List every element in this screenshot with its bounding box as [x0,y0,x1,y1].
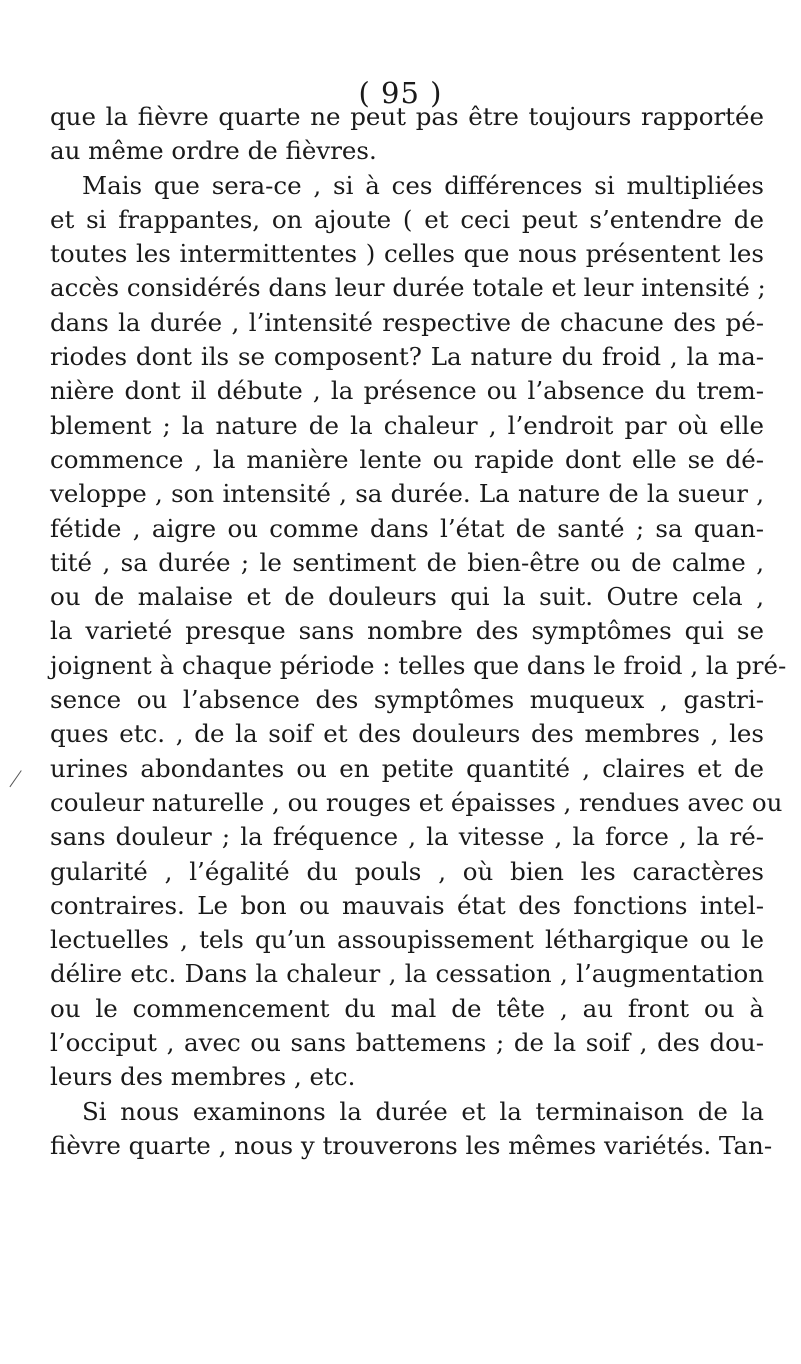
text-line: tité , sa durée ; le sentiment de bien-être ou de calme , [50,547,764,577]
text-line: au même ordre de fièvres. [50,136,377,166]
text-line: délire etc. Dans la chaleur , la cessation , l’augmentation [50,959,764,989]
text-line: fièvre quarte , nous y trouverons les mêmes variétés. Tan- [50,1130,773,1160]
text-line: que la fièvre quarte ne peut pas être toujours rapportée [50,102,764,131]
text-line: sans douleur ; la fréquence , la vitesse , la force , la ré- [50,822,764,852]
text-line: gularité , l’égalité du pouls , où bien les caractères [50,856,764,886]
text-line: riodes dont ils se composent? La nature du froid , la ma- [50,342,764,372]
text-line: accès considérés dans leur durée totale et leur intensité ; [50,273,766,303]
text-line: Si nous examinons la durée et la terminaison de la [82,1096,764,1126]
margin-pencil-mark [9,770,22,788]
text-line: veloppe , son intensité , sa durée. La nature de la sueur , [50,479,764,509]
text-line: commence , la manière lente ou rapide dont elle se dé- [50,444,764,474]
text-line: contraires. Le bon ou mauvais état des fonctions intel- [50,890,764,920]
text-line: et si frappantes, on ajoute ( et ceci peut s’entendre de [50,204,764,234]
text-line: ques etc. , de la soif et des douleurs des membres , les [50,719,764,749]
text-line: sence ou l’absence des symptômes muqueux , gastri- [50,685,764,715]
text-line: dans la durée , l’intensité respective de chacune des pé- [50,307,764,337]
page-number: ( 95 ) [358,76,443,110]
text-line: toutes les intermittentes ) celles que nous présentent les [50,239,764,269]
text-line: l’occiput , avec ou sans battemens ; de la soif , des dou- [50,1028,764,1058]
text-line: blement ; la nature de la chaleur , l’endroit par où elle [50,410,764,440]
text-line: fétide , aigre ou comme dans l’état de santé ; sa quan- [50,513,764,543]
text-line: leurs des membres , etc. [50,1062,356,1092]
text-line: Mais que sera-ce , si à ces différences si multipliées [82,170,764,200]
text-line: couleur naturelle , ou rouges et épaisses , rendues avec ou [50,787,783,817]
text-line: nière dont il débute , la présence ou l’absence du trem- [50,376,764,406]
text-line: ou le commencement du mal de tête , au front ou à [50,993,764,1023]
text-line: urines abondantes ou en petite quantité , claires et de [50,753,764,783]
text-line: joignent à chaque période : telles que dans le froid , la pré- [50,650,787,680]
text-line: lectuelles , tels qu’un assoupissement léthargique ou le [50,925,764,955]
text-line: ou de malaise et de douleurs qui la suit. Outre cela , [50,582,764,612]
text-line: la varieté presque sans nombre des symptômes qui se [50,616,764,646]
body-text [50,100,787,1163]
